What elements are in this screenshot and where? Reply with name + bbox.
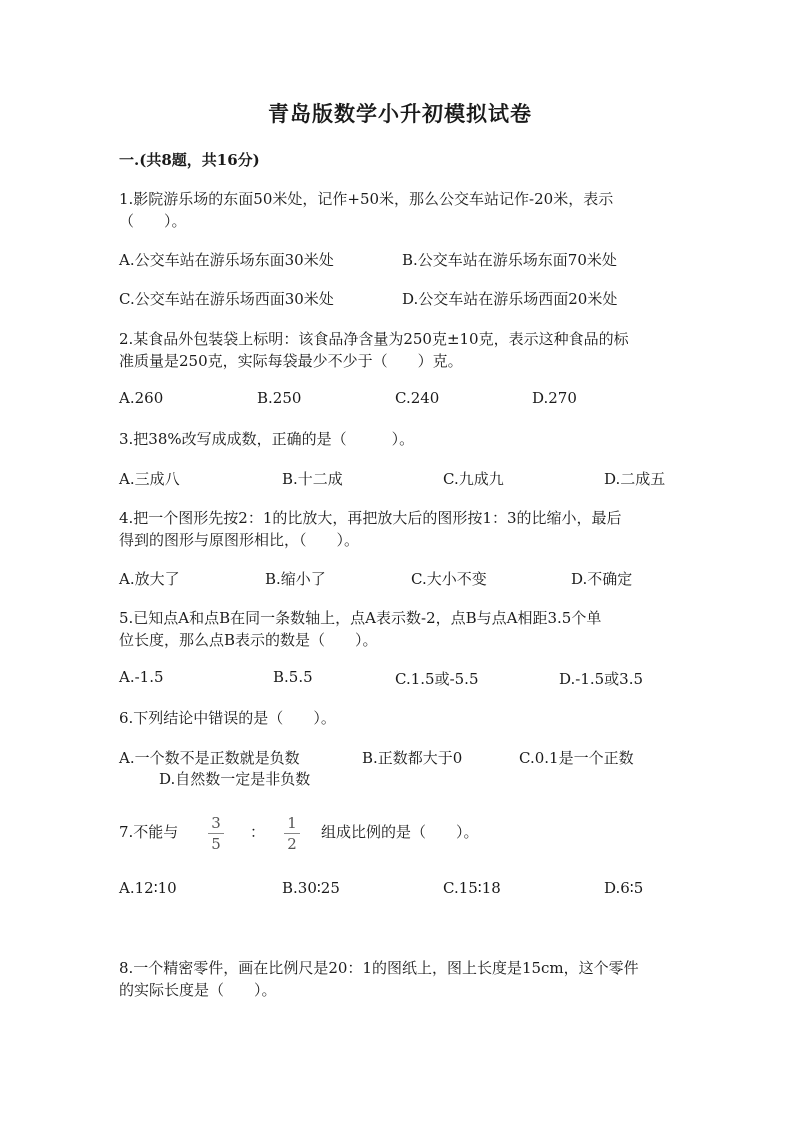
- fraction-one-half: [281, 814, 303, 853]
- question-4-option-b[interactable]: B.缩小了: [265, 570, 326, 588]
- question-5-line-2: 位长度，那么点B表示的数是（ ）。: [119, 631, 378, 649]
- question-5-option-b[interactable]: B.5.5: [273, 668, 313, 686]
- question-2-line-2: 准质量是250克，实际每袋最少不少于（ ）克。: [119, 352, 463, 370]
- page-title: 青岛版数学小升初模拟试卷: [268, 101, 532, 126]
- section-heading: 一.(共8题，共16分): [119, 151, 260, 169]
- question-7-prefix: 7.不能与: [119, 823, 179, 841]
- fraction-three-fifths: [205, 814, 227, 853]
- fraction-numerator: 1: [287, 814, 297, 832]
- question-3-option-b[interactable]: B.十二成: [282, 470, 343, 488]
- question-5-option-c[interactable]: C.1.5或-5.5: [395, 670, 479, 688]
- question-5-line-1: 5.已知点A和点B在同一条数轴上，点A表示数-2，点B与点A相距3.5个单: [119, 609, 602, 627]
- question-2-option-b[interactable]: B.250: [257, 389, 302, 407]
- question-4-line-1: 4.把一个图形先按2：1的比放大，再把放大后的图形按1：3的比缩小，最后: [119, 509, 622, 527]
- question-2-line-1: 2.某食品外包装袋上标明：该食品净含量为250克±10克，表示这种食品的标: [119, 330, 629, 348]
- question-6-option-b[interactable]: B.正数都大于0: [362, 749, 463, 767]
- ratio-colon: ：: [250, 823, 266, 841]
- question-2-option-d[interactable]: D.270: [532, 389, 577, 407]
- question-7-option-b[interactable]: B.30∶25: [282, 879, 340, 897]
- question-2-option-c[interactable]: C.240: [395, 389, 440, 407]
- question-3-option-d[interactable]: D.二成五: [604, 470, 666, 488]
- fraction-denominator: 2: [287, 835, 297, 853]
- question-8-line-2: 的实际长度是（ ）。: [119, 981, 277, 999]
- question-7-option-a[interactable]: A.12∶10: [119, 879, 177, 897]
- question-3-option-c[interactable]: C.九成九: [443, 470, 504, 488]
- question-8-line-1: 8.一个精密零件，画在比例尺是20：1的图纸上，图上长度是15cm，这个零件: [119, 959, 639, 977]
- question-1-option-c[interactable]: C.公交车站在游乐场西面30米处: [119, 290, 334, 308]
- question-4-option-c[interactable]: C.大小不变: [411, 570, 487, 588]
- question-2-option-a[interactable]: A.260: [119, 389, 164, 407]
- fraction-denominator: 5: [211, 835, 221, 853]
- fraction-numerator: 3: [211, 814, 221, 832]
- question-7-suffix: 组成比例的是（ ）。: [321, 823, 479, 841]
- question-4-option-a[interactable]: A.放大了: [119, 570, 180, 588]
- question-3-line-1: 3.把38%改写成成数，正确的是（ ）。: [119, 430, 415, 448]
- question-6-option-d[interactable]: D.自然数一定是非负数: [159, 770, 311, 788]
- question-5-option-a[interactable]: A.-1.5: [119, 668, 164, 686]
- question-1-option-a[interactable]: A.公交车站在游乐场东面30米处: [119, 251, 334, 269]
- question-4-option-d[interactable]: D.不确定: [571, 570, 633, 588]
- question-7-option-c[interactable]: C.15∶18: [443, 879, 501, 897]
- question-1-option-b[interactable]: B.公交车站在游乐场东面70米处: [402, 251, 617, 269]
- question-3-option-a[interactable]: A.三成八: [119, 470, 180, 488]
- question-7-option-d[interactable]: D.6∶5: [604, 879, 644, 897]
- question-6-option-c[interactable]: C.0.1是一个正数: [519, 749, 634, 767]
- question-6-line-1: 6.下列结论中错误的是（ ）。: [119, 709, 336, 727]
- question-6-option-a[interactable]: A.一个数不是正数就是负数: [119, 749, 300, 767]
- question-4-line-2: 得到的图形与原图形相比，（ ）。: [119, 531, 360, 549]
- question-5-option-d[interactable]: D.-1.5或3.5: [559, 670, 644, 688]
- question-1-line-1: 1.影院游乐场的东面50米处，记作+50米，那么公交车站记作-20米，表示: [119, 190, 614, 208]
- question-1-option-d[interactable]: D.公交车站在游乐场西面20米处: [402, 290, 618, 308]
- question-1-line-2: （ ）。: [119, 212, 187, 230]
